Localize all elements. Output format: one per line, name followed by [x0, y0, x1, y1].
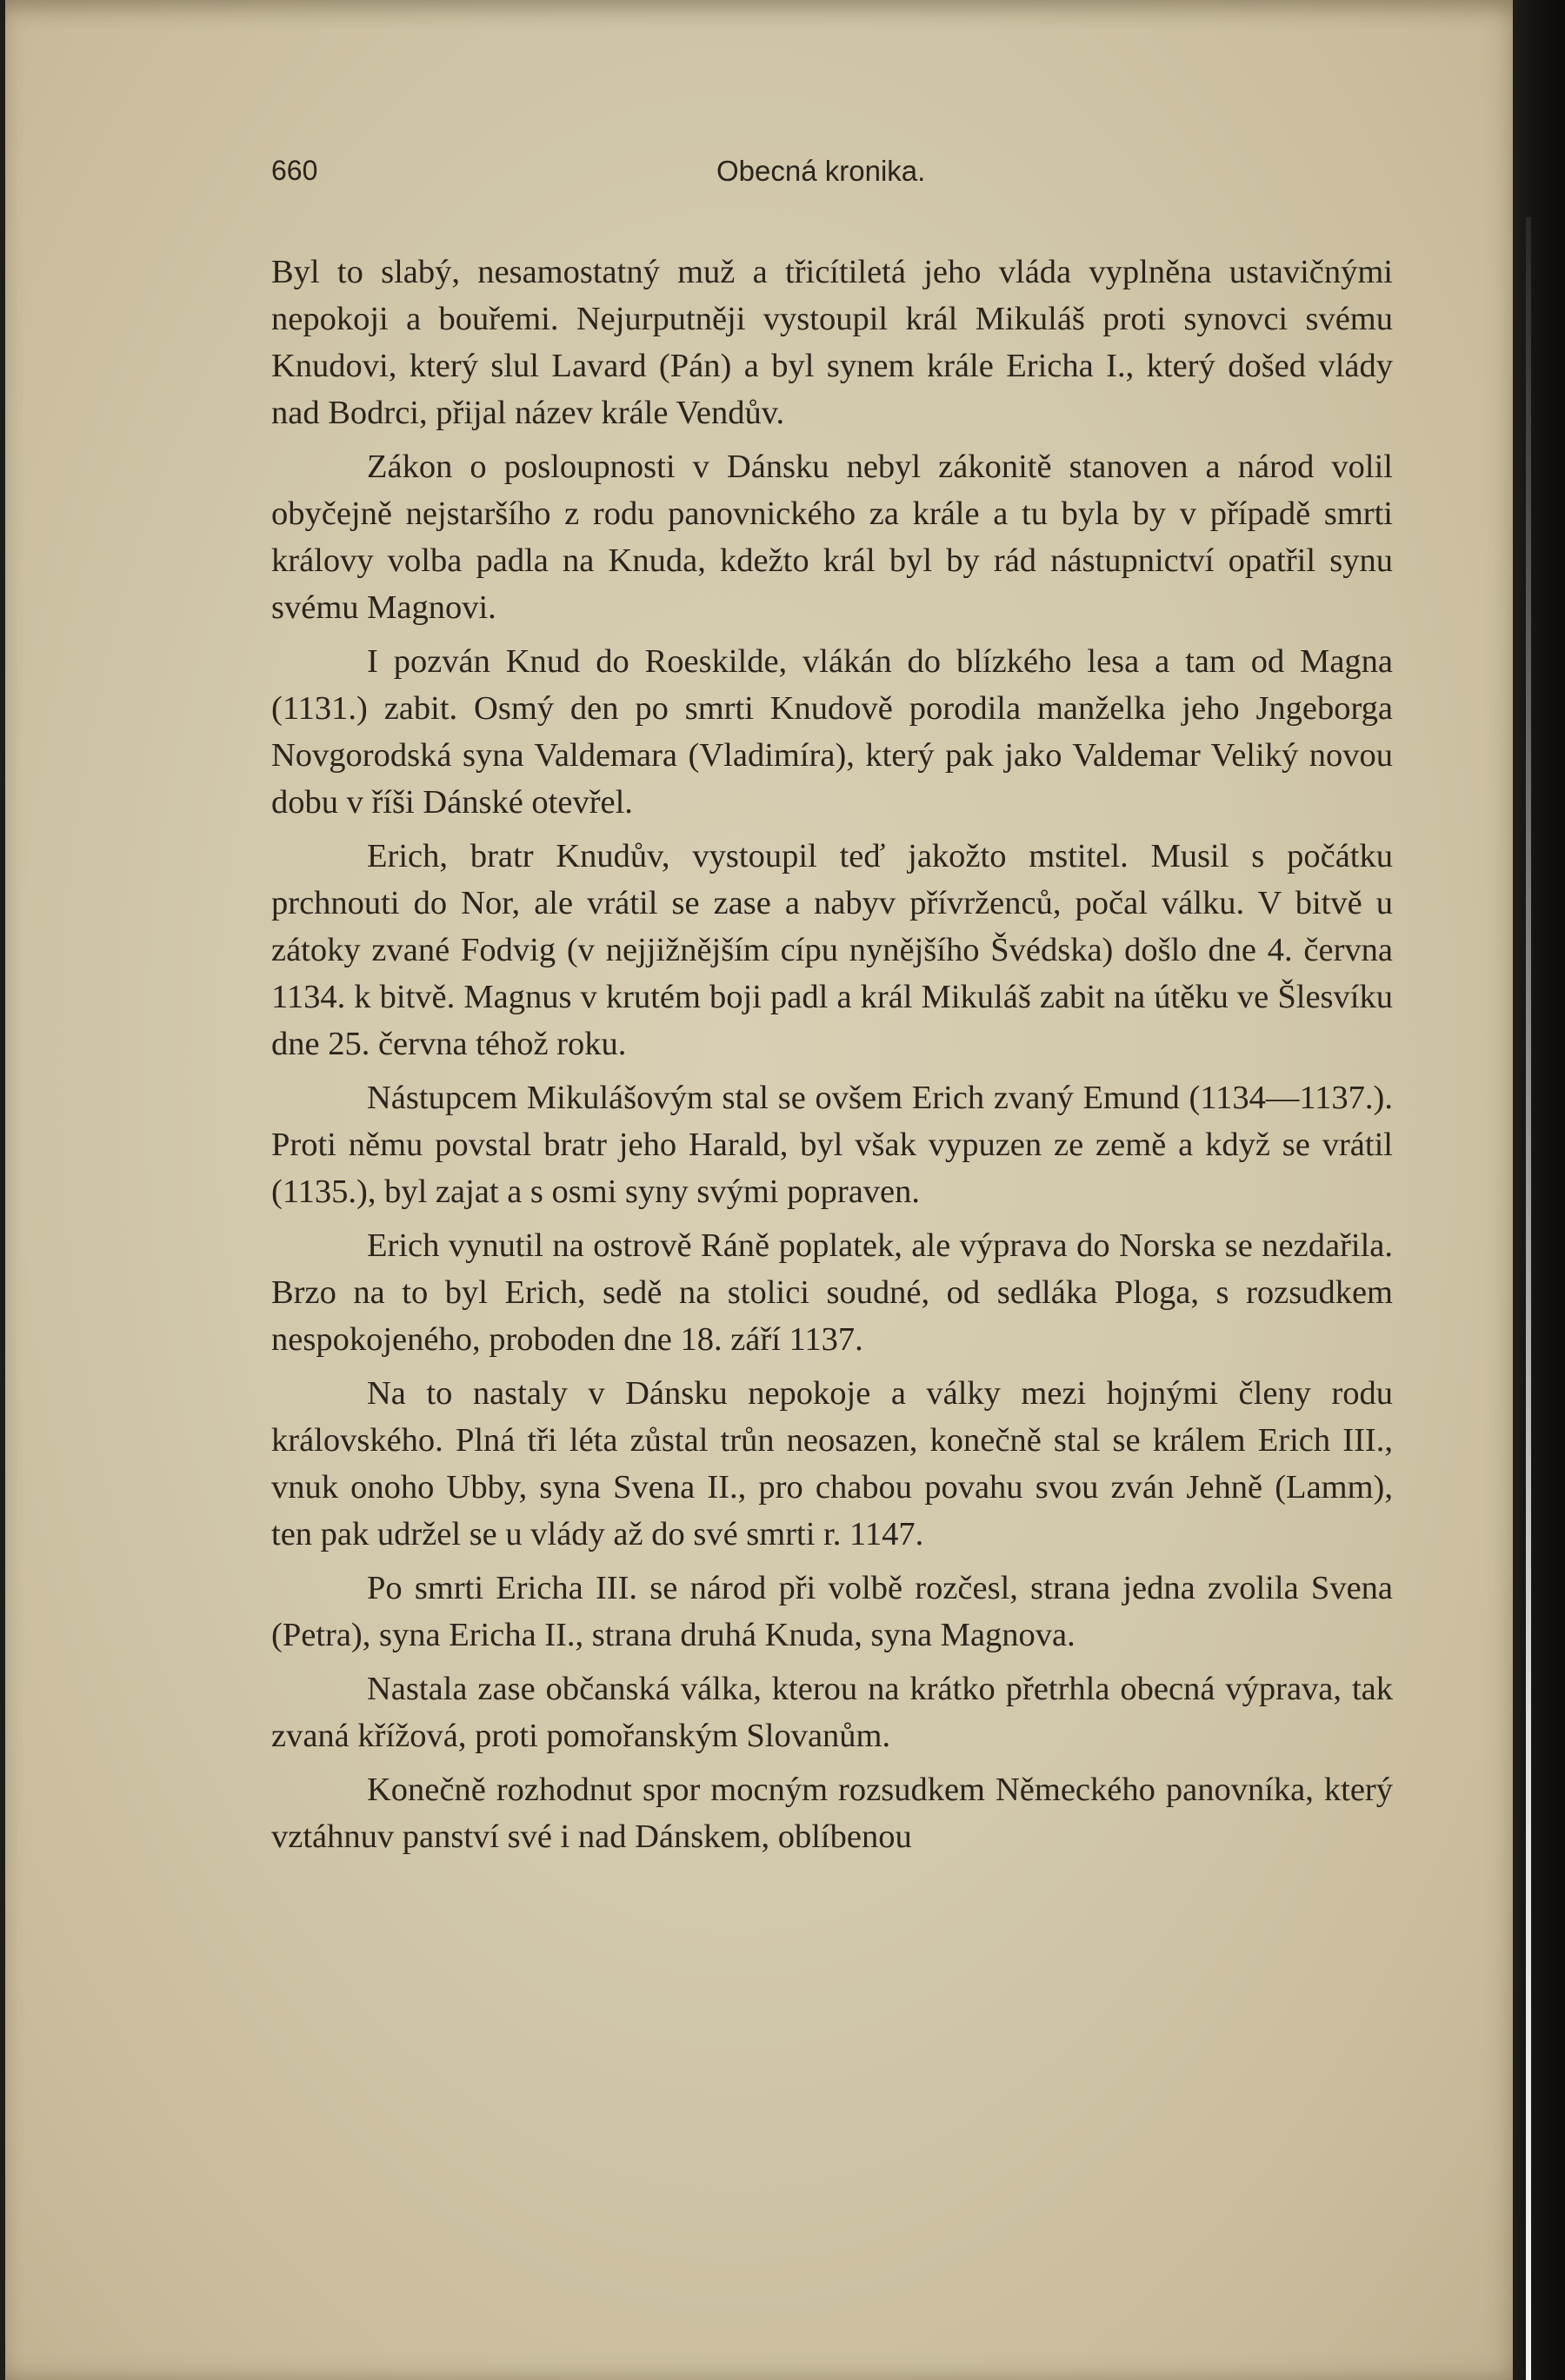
- paragraph: Byl to slabý, nesamostatný muž a třicítiletá jeho vláda vyplněna ustavičnými nepokoji a bouřemi. Nejurputněji vystoupil král Mikuláš proti synovci svému Knudovi, který slul Lavard (Pán) a byl synem krále Ericha I., který došed vlády nad Bodrci, přijal název krále Vendův.: [271, 254, 1393, 431]
- page-header: [271, 155, 1393, 198]
- paragraph: Po smrti Ericha III. se národ při volbě rozčesl, strana jedna zvolila Svena (Petra), syna Ericha II., strana druhá Knuda, syna Magnova.: [271, 1570, 1393, 1653]
- paragraph: Nastala zase občanská válka, kterou na krátko přetrhla obecná výprava, tak zvaná křížová, proti pomořanským Slovanům.: [271, 1671, 1393, 1754]
- paragraph: Zákon o posloupnosti v Dánsku nebyl zákonitě stanoven a národ volil obyčejně nejstaršího z rodu panovnického za krále a tu byla by v případě smrti královy volba padla na Knuda, kdežto král byl by rád nástupnictví opatřil synu svému Magnovi.: [271, 449, 1393, 626]
- paragraph: Erich, bratr Knudův, vystoupil teď jakožto mstitel. Musil s počátku prchnouti do Nor, ale vrátil se zase a nabyv přívrženců, počal válku. V bitvě u zátoky zvané Fodvig (v nejjižnějším cípu nynějšího Švédska) došlo dne 4. června 1134. k bitvě. Magnus v krutém boji padl a král Mikuláš zabit na útěku ve Šlesvíku dne 25. června téhož roku.: [271, 838, 1393, 1062]
- book-page: [5, 0, 1528, 2380]
- page-number: 660: [271, 155, 318, 186]
- paragraph: I pozván Knud do Roeskilde, vlákán do blízkého lesa a tam od Magna (1131.) zabit. Osmý den po smrti Knudově porodila manželka jeho Jngeborga Novgorodská syna Valdemara (Vladimíra), který pak jako Valdemar Veliký novou dobu v říši Dánské otevřel.: [271, 643, 1393, 821]
- page-edge-highlight: [1526, 217, 1531, 2380]
- paragraph: Erich vynutil na ostrově Ráně poplatek, ale výprava do Norska se nezdařila. Brzo na to byl Erich, sedě na stolici soudné, od sedláka Ploga, s rozsudkem nespokojeného, proboden dne 18. září 1137.: [271, 1227, 1393, 1358]
- book-spine-edge: [1513, 0, 1565, 2380]
- paragraph: Konečně rozhodnut spor mocným rozsudkem Německého panovníka, který vztáhnuv panství své i nad Dánskem, oblíbenou: [271, 1772, 1393, 1855]
- paragraph: Na to nastaly v Dánsku nepokoje a války mezi hojnými členy rodu královského. Plná tři léta zůstal trůn neosazen, konečně stal se králem Erich III., vnuk onoho Ubby, syna Svena II., pro chabou povahu svou zván Jehně (Lamm), ten pak udržel se u vlády až do své smrti r. 1147.: [271, 1375, 1393, 1552]
- running-head: Obecná kronika.: [716, 155, 926, 187]
- body-text: [271, 249, 1393, 1867]
- paragraph: Nástupcem Mikulášovým stal se ovšem Erich zvaný Emund (1134—1137.). Proti němu povstal bratr jeho Harald, byl však vypuzen ze země a když se vrátil (1135.), byl zajat a s osmi syny svými popraven.: [271, 1080, 1393, 1210]
